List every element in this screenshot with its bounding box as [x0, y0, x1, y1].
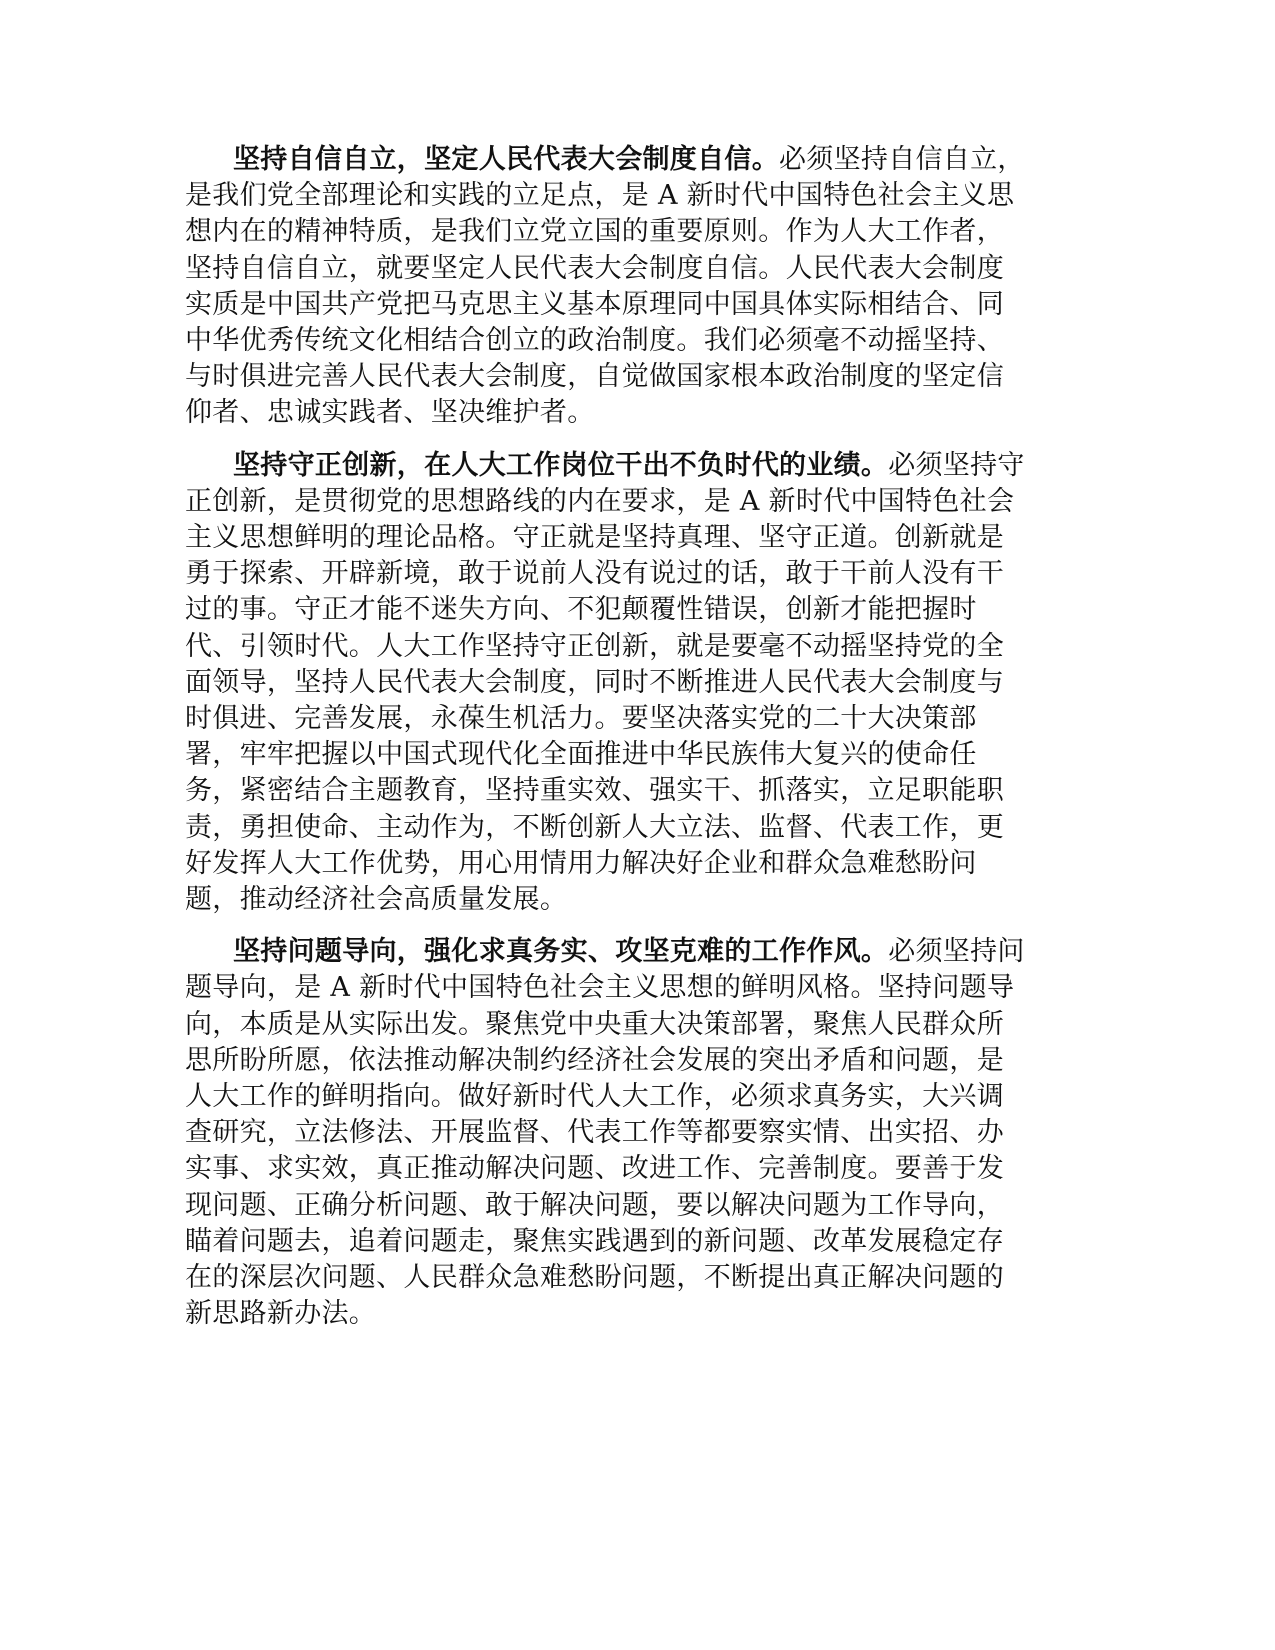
document-body — [185, 142, 1085, 1349]
paragraph-text: 必须坚持问 — [888, 936, 1025, 968]
paragraph-line: 好发挥人大工作优势，用心用情用力解决好企业和群众急难愁盼问 — [185, 847, 977, 879]
paragraph-line: 实质是中国共产党把马克思主义基本原理同中国具体实际相结合、同 — [185, 288, 1004, 320]
paragraph-line: 现问题、正确分析问题、敢于解决问题，要以解决问题为工作导向， — [185, 1189, 1004, 1221]
paragraph-line: 实事、求实效，真正推动解决问题、改进工作、完善制度。要善于发 — [185, 1153, 1004, 1185]
paragraph-line: 向，本质是从实际出发。聚焦党中央重大决策部署，聚焦人民群众所 — [185, 1008, 1004, 1040]
paragraph-line: 是我们党全部理论和实践的立足点，是 A 新时代中国特色社会主义思 — [185, 180, 1015, 212]
paragraph-line: 代、引领时代。人大工作坚持守正创新，就是要毫不动摇坚持党的全 — [185, 630, 1004, 662]
paragraph-line: 正创新，是贯彻党的思想路线的内在要求，是 A 新时代中国特色社会 — [185, 485, 1015, 517]
paragraph-heading: 坚持守正创新，在人大工作岗位干出不负时代的业绩。 — [233, 449, 889, 481]
paragraph-line: 责，勇担使命、主动作为，不断创新人大立法、监督、代表工作，更 — [185, 811, 1004, 843]
paragraph-line: 署，牢牢把握以中国式现代化全面推进中华民族伟大复兴的使命任 — [185, 739, 977, 771]
paragraph-line — [185, 934, 1085, 970]
paragraph-heading: 坚持自信自立，坚定人民代表大会制度自信。 — [233, 144, 779, 175]
paragraph-line: 瞄着问题去，追着问题走，聚焦实践遇到的新问题、改革发展稳定存 — [185, 1225, 1004, 1257]
paragraph-heading: 坚持问题导向，强化求真务实、攻坚克难的工作作风。 — [233, 936, 889, 968]
paragraph-line: 人大工作的鲜明指向。做好新时代人大工作，必须求真务实，大兴调 — [185, 1081, 1004, 1113]
paragraph-line: 在的深层次问题、人民群众急难愁盼问题，不断提出真正解决问题的 — [185, 1262, 1004, 1294]
paragraph-line: 思所盼所愿，依法推动解决制约经济社会发展的突出矛盾和问题，是 — [185, 1044, 1004, 1076]
paragraph-line: 时俱进、完善发展，永葆生机活力。要坚决落实党的二十大决策部 — [185, 703, 977, 735]
paragraph-line: 主义思想鲜明的理论品格。守正就是坚持真理、坚守正道。创新就是 — [185, 522, 1004, 554]
paragraph-1 — [185, 142, 1085, 432]
paragraph-line — [185, 448, 1085, 484]
paragraph-line: 过的事。守正才能不迷失方向、不犯颠覆性错误，创新才能把握时 — [185, 594, 977, 626]
paragraph-line: 题，推动经济社会高质量发展。 — [185, 884, 568, 916]
paragraph-line: 勇于探索、开辟新境，敢于说前人没有说过的话，敢于干前人没有干 — [185, 558, 1004, 590]
paragraph-line: 题导向，是 A 新时代中国特色社会主义思想的鲜明风格。坚持问题导 — [185, 972, 1015, 1004]
paragraph-line: 仰者、忠诚实践者、坚决维护者。 — [185, 397, 595, 429]
paragraph-line — [185, 142, 1085, 178]
paragraph-line: 想内在的精神特质，是我们立党立国的重要原则。作为人大工作者， — [185, 216, 1004, 248]
paragraph-3 — [185, 934, 1085, 1332]
paragraph-line: 与时俱进完善人民代表大会制度，自觉做国家根本政治制度的坚定信 — [185, 361, 1004, 393]
paragraph-line: 务，紧密结合主题教育，坚持重实效、强实干、抓落实，立足职能职 — [185, 775, 1004, 807]
paragraph-line: 查研究，立法修法、开展监督、代表工作等都要察实情、出实招、办 — [185, 1117, 1004, 1149]
paragraph-text: 必须坚持自信自立， — [779, 144, 1025, 175]
paragraph-2 — [185, 448, 1085, 919]
paragraph-line: 新思路新办法。 — [185, 1298, 377, 1330]
paragraph-line: 面领导，坚持人民代表大会制度，同时不断推进人民代表大会制度与 — [185, 666, 1004, 698]
paragraph-line: 中华优秀传统文化相结合创立的政治制度。我们必须毫不动摇坚持、 — [185, 325, 1004, 357]
paragraph-line: 坚持自信自立，就要坚定人民代表大会制度自信。人民代表大会制度 — [185, 252, 1004, 284]
paragraph-text: 必须坚持守 — [888, 449, 1025, 481]
